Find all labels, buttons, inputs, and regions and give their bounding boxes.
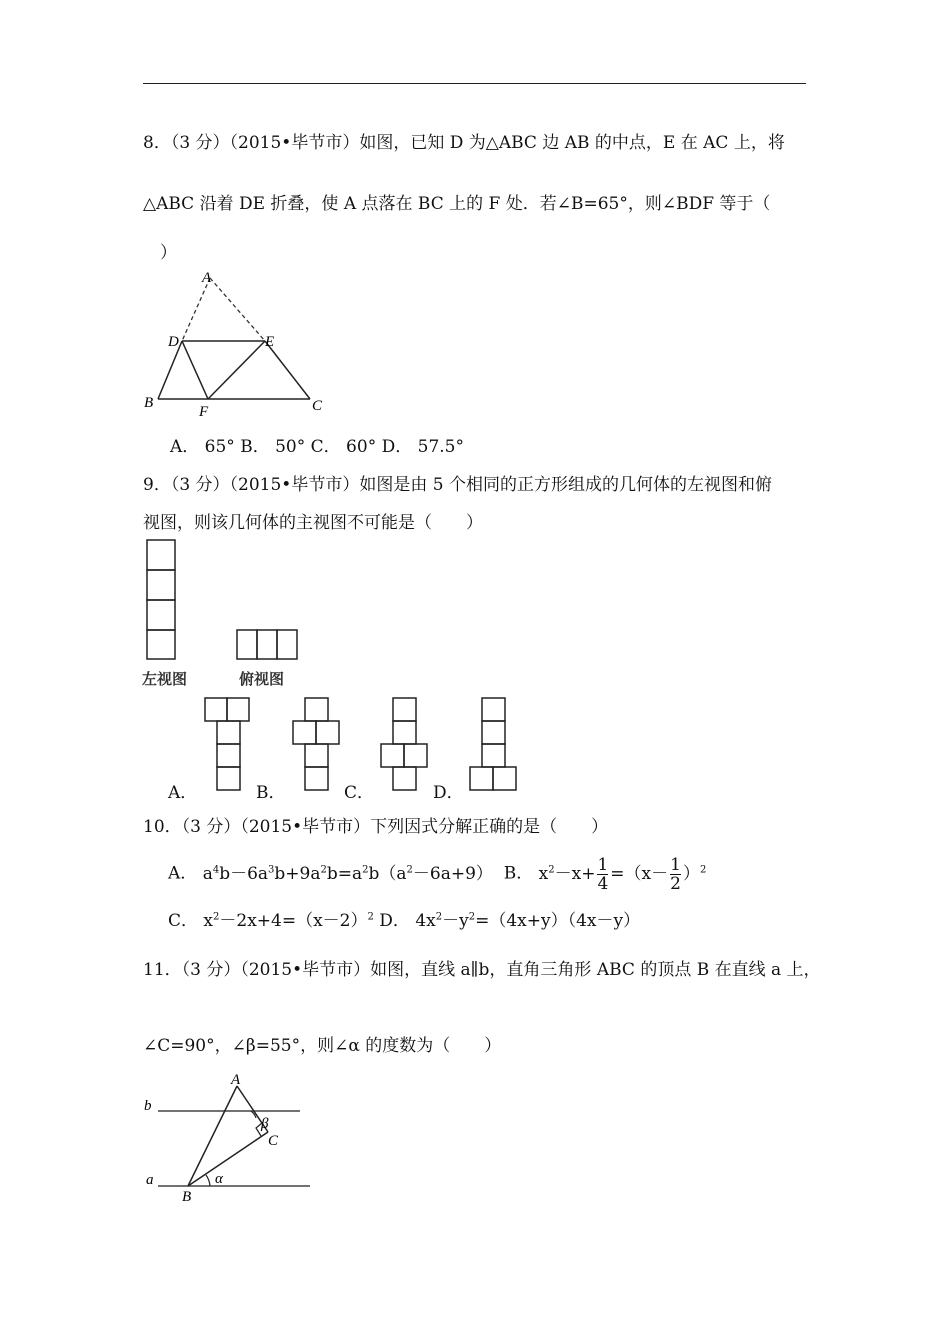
segment-bc: [188, 1132, 268, 1186]
label-c-vertex: C: [268, 1133, 279, 1149]
q10-option-row-1: [168, 850, 706, 894]
alpha-arc: [206, 1175, 210, 1186]
segment-ab: [188, 1086, 237, 1186]
q11-parallel-lines-figure: [138, 1070, 318, 1205]
q9-option-a-label: A．: [168, 783, 198, 803]
top-view-caption: 俯视图: [239, 671, 285, 688]
label-f: F: [199, 404, 209, 420]
q10-option-c-label: C．: [168, 911, 199, 931]
segment-df: [182, 341, 208, 399]
fold-line-ae: [210, 278, 265, 341]
q8-options: A． 65° B． 50° C． 60° D． 57.5°: [170, 437, 464, 457]
q8-triangle-figure: [138, 268, 338, 420]
label-line-b: b: [144, 1098, 152, 1114]
label-e: E: [265, 334, 275, 350]
q10-option-a-label: A．: [168, 863, 198, 884]
q8-line-3: ）: [160, 243, 177, 263]
q10-option-d-expr: $4x^2-y^2=(4x+y)(4x-y)$: [415, 911, 641, 931]
q11-line-1: 11．（3 分）（2015•毕节市）如图，直线 a∥b，直角三角形 ABC 的顶点 B 在直线 a 上，: [143, 960, 821, 980]
q9-views-figure: [140, 535, 320, 660]
q8-line-1: 8．（3 分）（2015•毕节市）如图，已知 D 为△ABC 边 AB 的中点，E 在 AC 上，将: [143, 133, 785, 153]
fold-line-ad: [182, 278, 210, 341]
label-b: B: [144, 395, 154, 411]
q10-option-b-expr: $x^2-x+$ $\frac{1}{4}$ =（x－ $\frac{1}{2}$ ）$^2$: [538, 854, 707, 894]
q9-line-1: 9．（3 分）（2015•毕节市）如图是由 5 个相同的正方形组成的几何体的左视图和俯: [143, 475, 772, 495]
option-b-shape: [293, 698, 339, 790]
q9-option-c-label: C．: [344, 783, 375, 803]
q8-line-2: △ABC 沿着 DE 折叠，使 A 点落在 BC 上的 F 处．若∠B=65°，则∠BDF 等于（: [143, 194, 771, 214]
q9-option-b-label: B．: [256, 783, 286, 803]
q10-option-d-label: D．: [379, 911, 410, 931]
option-a-shape: [205, 698, 249, 790]
q10-option-a-expr: $a^4b-6a^3b+9a^2b=a^2b(a^2-6a+9)$: [202, 863, 493, 884]
label-d: D: [168, 334, 179, 350]
header-rule: [143, 83, 806, 84]
q10-option-c-expr: $x^2-2x+4=(x-2)^2$: [203, 911, 374, 931]
q9-line-2: 视图，则该几何体的主视图不可能是（ ）: [143, 513, 483, 533]
label-c: C: [312, 398, 323, 414]
label-a: A: [202, 270, 212, 286]
label-b-vertex: B: [182, 1189, 192, 1205]
label-line-a: a: [146, 1172, 154, 1188]
segment-ef: [208, 341, 265, 399]
option-c-shape: [381, 698, 427, 790]
q10-stem: 10．（3 分）（2015•毕节市）下列因式分解正确的是（ ）: [143, 817, 609, 837]
q11-line-2: ∠C=90°，∠β=55°，则∠α 的度数为（ ）: [143, 1036, 502, 1056]
left-view-caption: 左视图: [142, 671, 188, 688]
q10-option-row-2: [168, 906, 640, 931]
q9-option-d-label: D．: [433, 783, 464, 803]
label-a-vertex: A: [231, 1072, 241, 1088]
label-beta: β: [261, 1116, 269, 1132]
q10-option-b-label: B．: [503, 863, 534, 884]
option-d-shape: [470, 698, 516, 790]
label-alpha: α: [215, 1171, 223, 1187]
